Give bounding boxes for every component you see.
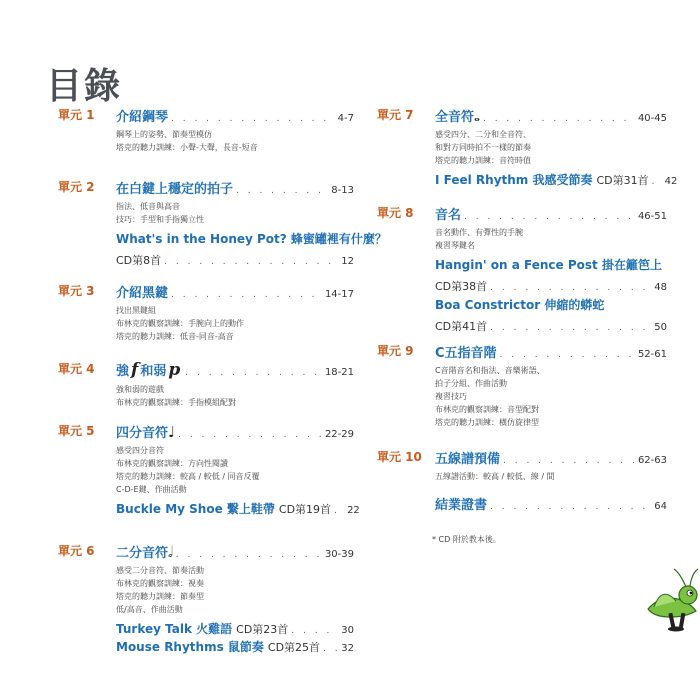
title-part: 和弱 — [140, 364, 167, 379]
unit-item: 和對方同時拍不一樣的節奏 — [435, 143, 531, 152]
quarter-note-icon: ♩ — [168, 423, 176, 441]
footnote: * CD 附於教本後。 — [432, 535, 501, 544]
unit-label: 單元 10 — [377, 450, 422, 464]
unit-item: 五線譜活動：較高 / 較低、線 / 間 — [435, 472, 555, 481]
song-page: 32 — [341, 643, 354, 654]
toc-unit-7 — [377, 106, 678, 204]
unit-item: 布林克的觀察訓練：手腕向上的動作 — [116, 319, 244, 328]
unit-title[interactable] — [116, 422, 175, 441]
unit-item: 複習琴鍵名 — [435, 241, 475, 250]
leader-dots — [178, 430, 322, 440]
title-text: 全音符 — [435, 110, 475, 125]
unit-item: 音名動作、有彈性的手腕 — [435, 228, 523, 237]
song-title[interactable]: Turkey Talk 火雞語 — [116, 622, 233, 636]
unit-item: 技巧：手型和手指獨立性 — [116, 215, 204, 224]
unit-item: 塔克的聽力訓練：橫仿旋律型 — [435, 418, 539, 427]
unit-title[interactable]: 介紹鋼琴 — [116, 110, 169, 125]
unit-item: C-D-E鍵、作曲活動 — [116, 485, 187, 494]
unit-item: 塔克的聽力訓練：節奏型 — [116, 592, 204, 601]
unit-pages: 8-13 — [331, 185, 354, 196]
song-page: 42 — [664, 176, 678, 187]
unit-title[interactable]: 五線譜預備 — [435, 452, 501, 467]
unit-title[interactable]: 介紹黑鍵 — [116, 286, 169, 301]
unit-title[interactable]: 在白鍵上穩定的拍子 — [116, 182, 234, 197]
title-text: 二分音符 — [116, 546, 169, 561]
cd-track: CD第8首 — [116, 254, 162, 267]
unit-label: 單元 1 — [58, 108, 95, 122]
leader-dots — [291, 626, 338, 636]
cd-track: CD第38首 — [435, 280, 488, 293]
unit-label: 單元 8 — [377, 206, 414, 220]
unit-pages: 46-51 — [637, 211, 667, 222]
leader-dots — [464, 212, 635, 222]
whole-note-icon: 𝅝 — [474, 107, 480, 125]
leader-dots — [164, 257, 338, 267]
toc-certificate — [377, 494, 667, 524]
leader-dots — [500, 350, 635, 360]
unit-item: 感受四分、二分和全音符、 — [435, 130, 531, 139]
cd-track: CD第23首 — [236, 623, 289, 636]
unit-item: 鋼琴上的姿勢、節奏型模仿 — [116, 130, 212, 139]
leader-dots — [323, 644, 338, 654]
half-note-icon: 𝅗𝅥 — [168, 543, 173, 561]
unit-title[interactable] — [116, 360, 182, 380]
unit-item: 強和弱的遊戲 — [116, 385, 164, 394]
unit-item: 感受二分音符、節奏活動 — [116, 566, 204, 575]
unit-title[interactable] — [116, 542, 173, 561]
toc-unit-2 — [58, 178, 387, 282]
toc-unit-9 — [377, 342, 667, 448]
unit-label: 單元 6 — [58, 544, 95, 558]
unit-item: 塔克的聽力訓練：音符時值 — [435, 156, 531, 165]
cd-track: CD第25首 — [267, 641, 321, 654]
leader-dots — [490, 502, 651, 512]
unit-item: 複習技巧 — [435, 392, 467, 401]
unit-item: 布林克的觀察訓練：音型配對 — [435, 405, 539, 414]
song-title[interactable]: Buckle My Shoe 繫上鞋帶 — [116, 502, 275, 516]
song-page: 12 — [341, 256, 354, 267]
unit-pages: 22-29 — [324, 429, 354, 440]
unit-label: 單元 5 — [58, 424, 95, 438]
unit-item: 布林克的觀察訓練：手指模組配對 — [116, 398, 236, 407]
toc-unit-10 — [377, 448, 667, 494]
leader-dots — [171, 290, 322, 300]
leader-dots — [652, 177, 662, 187]
song-title[interactable]: Boa Constrictor 伸縮的蟒蛇 — [435, 298, 605, 312]
toc-unit-3 — [58, 282, 354, 360]
unit-item: 塔克的聽力訓練：小聲-大聲，長音-短音 — [116, 143, 258, 152]
unit-pages: 30-39 — [324, 549, 354, 560]
unit-title[interactable] — [435, 106, 480, 125]
piano-symbol-icon: p — [168, 360, 181, 380]
cd-track: CD第19首 — [278, 503, 332, 516]
grasshopper-illustration-icon — [640, 565, 700, 635]
unit-pages: 14-17 — [324, 289, 354, 300]
leader-dots — [171, 114, 335, 124]
unit-item: 拍子分組、作曲活動 — [435, 379, 507, 388]
unit-label: 單元 7 — [377, 108, 414, 122]
unit-label: 單元 2 — [58, 180, 95, 194]
certificate-page: 64 — [654, 501, 667, 512]
song-title[interactable]: Hangin' on a Fence Post 掛在籬笆上 — [435, 258, 662, 272]
leader-dots — [334, 506, 344, 516]
forte-symbol-icon: f — [131, 360, 139, 380]
title-text: 四分音符 — [116, 426, 169, 441]
unit-title[interactable]: 音名 — [435, 208, 462, 223]
unit-label: 單元 3 — [58, 284, 95, 298]
unit-item: 感受四分音符 — [116, 446, 164, 455]
leader-dots — [185, 368, 322, 378]
toc-right-column — [377, 106, 678, 524]
unit-item: 找出黑鍵組 — [116, 306, 156, 315]
cd-track: CD第41首 — [435, 320, 488, 333]
song-title[interactable]: I Feel Rhythm 我感受節奏 — [435, 173, 593, 187]
song-page: 22 — [347, 505, 360, 516]
cd-track: CD第31首 — [596, 174, 649, 187]
unit-item: 塔克的聽力訓練：較高 / 較低 / 同音反覆 — [116, 472, 260, 481]
unit-pages: 52-61 — [637, 349, 667, 360]
toc-left-column — [58, 106, 387, 654]
unit-title[interactable]: C五指音階 — [435, 346, 497, 361]
song-title[interactable]: What's in the Honey Pot? 蜂蜜罐裡有什麼？ — [116, 232, 387, 246]
unit-pages: 40-45 — [637, 113, 667, 124]
title-part: 強 — [116, 364, 130, 379]
unit-pages: 18-21 — [324, 367, 354, 378]
certificate-title[interactable]: 結業證書 — [435, 498, 488, 513]
toc-unit-8 — [377, 204, 667, 342]
unit-item: 布林克的觀察訓練：方向性閱讀 — [116, 459, 228, 468]
toc-unit-6 — [58, 542, 354, 652]
unit-item: 低/高音、作曲活動 — [116, 605, 183, 614]
unit-pages: 4-7 — [337, 113, 354, 124]
unit-item: 指法、低音與高音 — [116, 202, 180, 211]
leader-dots — [503, 456, 635, 466]
song-page: 48 — [654, 282, 667, 293]
leader-dots — [176, 550, 322, 560]
unit-pages: 62-63 — [637, 455, 667, 466]
unit-label: 單元 9 — [377, 344, 414, 358]
song-title[interactable]: Mouse Rhythms 鼠節奏 — [116, 640, 264, 654]
song-page: 30 — [341, 625, 354, 636]
unit-label: 單元 4 — [58, 362, 95, 376]
page-title: 目錄 — [46, 66, 123, 107]
song-page: 50 — [654, 322, 667, 333]
toc-unit-5 — [58, 422, 360, 542]
unit-item: C音階音名和指法、音樂術語、 — [435, 366, 545, 375]
unit-item: 布林克的觀察訓練：視奏 — [116, 579, 204, 588]
unit-item: 塔克的聽力訓練：低音-同音-高音 — [116, 332, 234, 341]
leader-dots — [236, 186, 328, 196]
leader-dots — [483, 114, 635, 124]
toc-unit-4 — [58, 360, 354, 422]
leader-dots — [490, 323, 651, 333]
toc-unit-1 — [58, 106, 354, 178]
leader-dots — [490, 283, 651, 293]
